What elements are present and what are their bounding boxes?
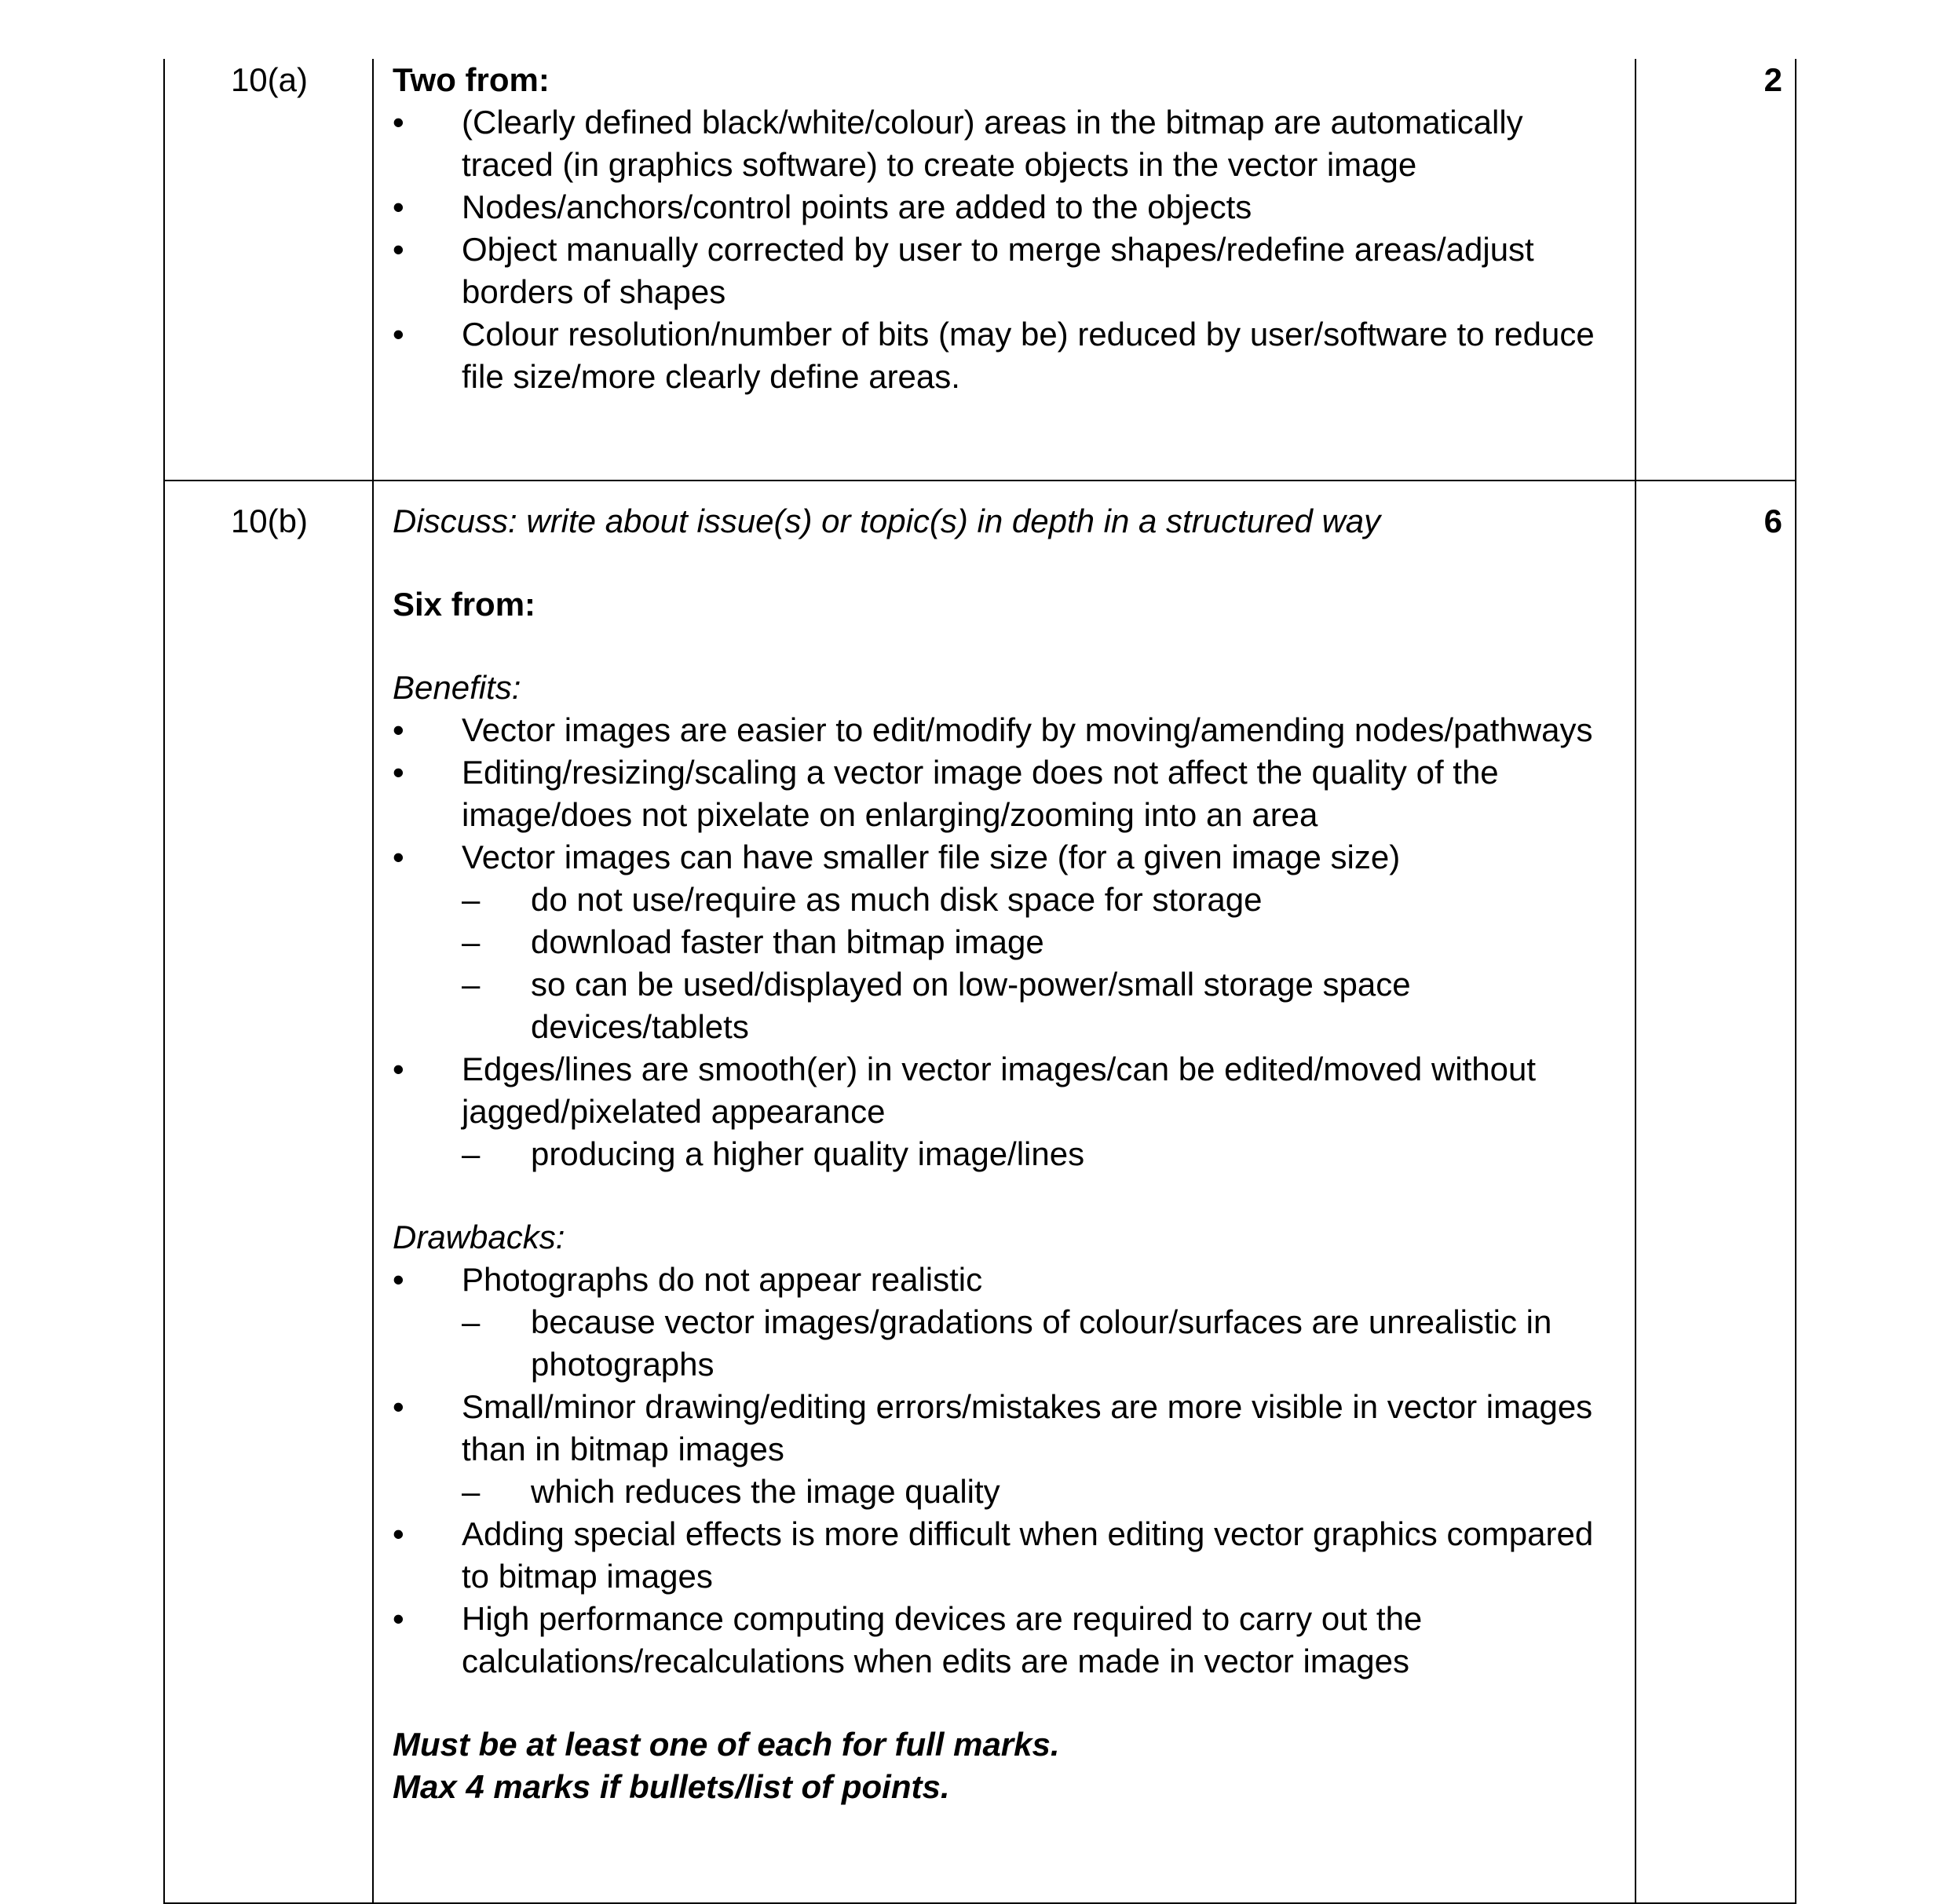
list-item (393, 751, 1619, 836)
marks-value: 6 (1636, 481, 1796, 1903)
list-item (393, 1048, 1619, 1175)
sub-list (462, 879, 1619, 1048)
answer-heading: Six from: (393, 586, 536, 623)
sub-list-item: – producing a higher quality image/lines (462, 1133, 1619, 1175)
list-item (393, 709, 1619, 751)
list-item: • Colour resolution/number of bits (may be) reduced by user/software to reduce file size/more clearly define areas. (393, 313, 1619, 398)
list-item-text: Adding special effects is more difficult when editing vector graphics compared to bitmap images (462, 1515, 1594, 1595)
list-item-text: Photographs do not appear realistic (462, 1261, 983, 1298)
list-item: • Nodes/anchors/control points are added to the objects (393, 186, 1619, 228)
question-number: 10(a) (164, 59, 373, 481)
answer-cell (373, 59, 1636, 481)
list-item: • (Clearly defined black/white/colour) areas in the bitmap are automatically traced (in graphics software) to create objects in the vector image (393, 101, 1619, 186)
table-row (164, 59, 1796, 481)
drawbacks-list (393, 1259, 1619, 1683)
list-item-text: High performance computing devices are required to carry out the calculations/recalculations when edits are made in vector images (462, 1600, 1423, 1679)
mark-scheme-table (163, 59, 1796, 1904)
list-item-text: Vector images are easier to edit/modify by moving/amending nodes/pathways (462, 711, 1593, 748)
benefits-label: Benefits: (393, 669, 521, 706)
list-item-text: Edges/lines are smooth(er) in vector images/can be edited/moved without jagged/pixelated appearance (462, 1051, 1537, 1130)
benefits-list (393, 709, 1619, 1175)
question-number: 10(b) (164, 481, 373, 1903)
answer-heading: Two from: (393, 61, 550, 98)
list-item (393, 836, 1619, 1048)
list-item (393, 1513, 1619, 1598)
list-item-text: Vector images can have smaller file size (for a given image size) (462, 839, 1401, 875)
sub-list (462, 1471, 1619, 1513)
sub-list (462, 1301, 1619, 1386)
list-item (393, 1598, 1619, 1683)
sub-list-item: – so can be used/displayed on low-power/small storage space devices/tablets (462, 963, 1619, 1048)
drawbacks-label: Drawbacks: (393, 1219, 565, 1255)
sub-list (462, 1133, 1619, 1175)
sub-list-item: – because vector images/gradations of colour/surfaces are unrealistic in photographs (462, 1301, 1619, 1386)
list-item (393, 1386, 1619, 1513)
sub-list-item: – do not use/require as much disk space for storage (462, 879, 1619, 921)
list-item: • Object manually corrected by user to merge shapes/redefine areas/adjust borders of shapes (393, 228, 1619, 313)
list-item-text: Small/minor drawing/editing errors/mistakes are more visible in vector images than in bitmap images (462, 1388, 1593, 1467)
marking-note: Max 4 marks if bullets/list of points. (393, 1768, 950, 1805)
command-word-definition: Discuss: write about issue(s) or topic(s) in depth in a structured way (393, 502, 1381, 539)
sub-list-item: – download faster than bitmap image (462, 921, 1619, 963)
marking-note: Must be at least one of each for full marks. (393, 1726, 1060, 1763)
answer-bullet-list (393, 101, 1619, 398)
list-item-text: Editing/resizing/scaling a vector image does not affect the quality of the image/does not pixelate on enlarging/zooming into an area (462, 754, 1499, 833)
table-row (164, 481, 1796, 1903)
answer-cell (373, 481, 1636, 1903)
sub-list-item: – which reduces the image quality (462, 1471, 1619, 1513)
list-item (393, 1259, 1619, 1386)
marks-value: 2 (1636, 59, 1796, 481)
